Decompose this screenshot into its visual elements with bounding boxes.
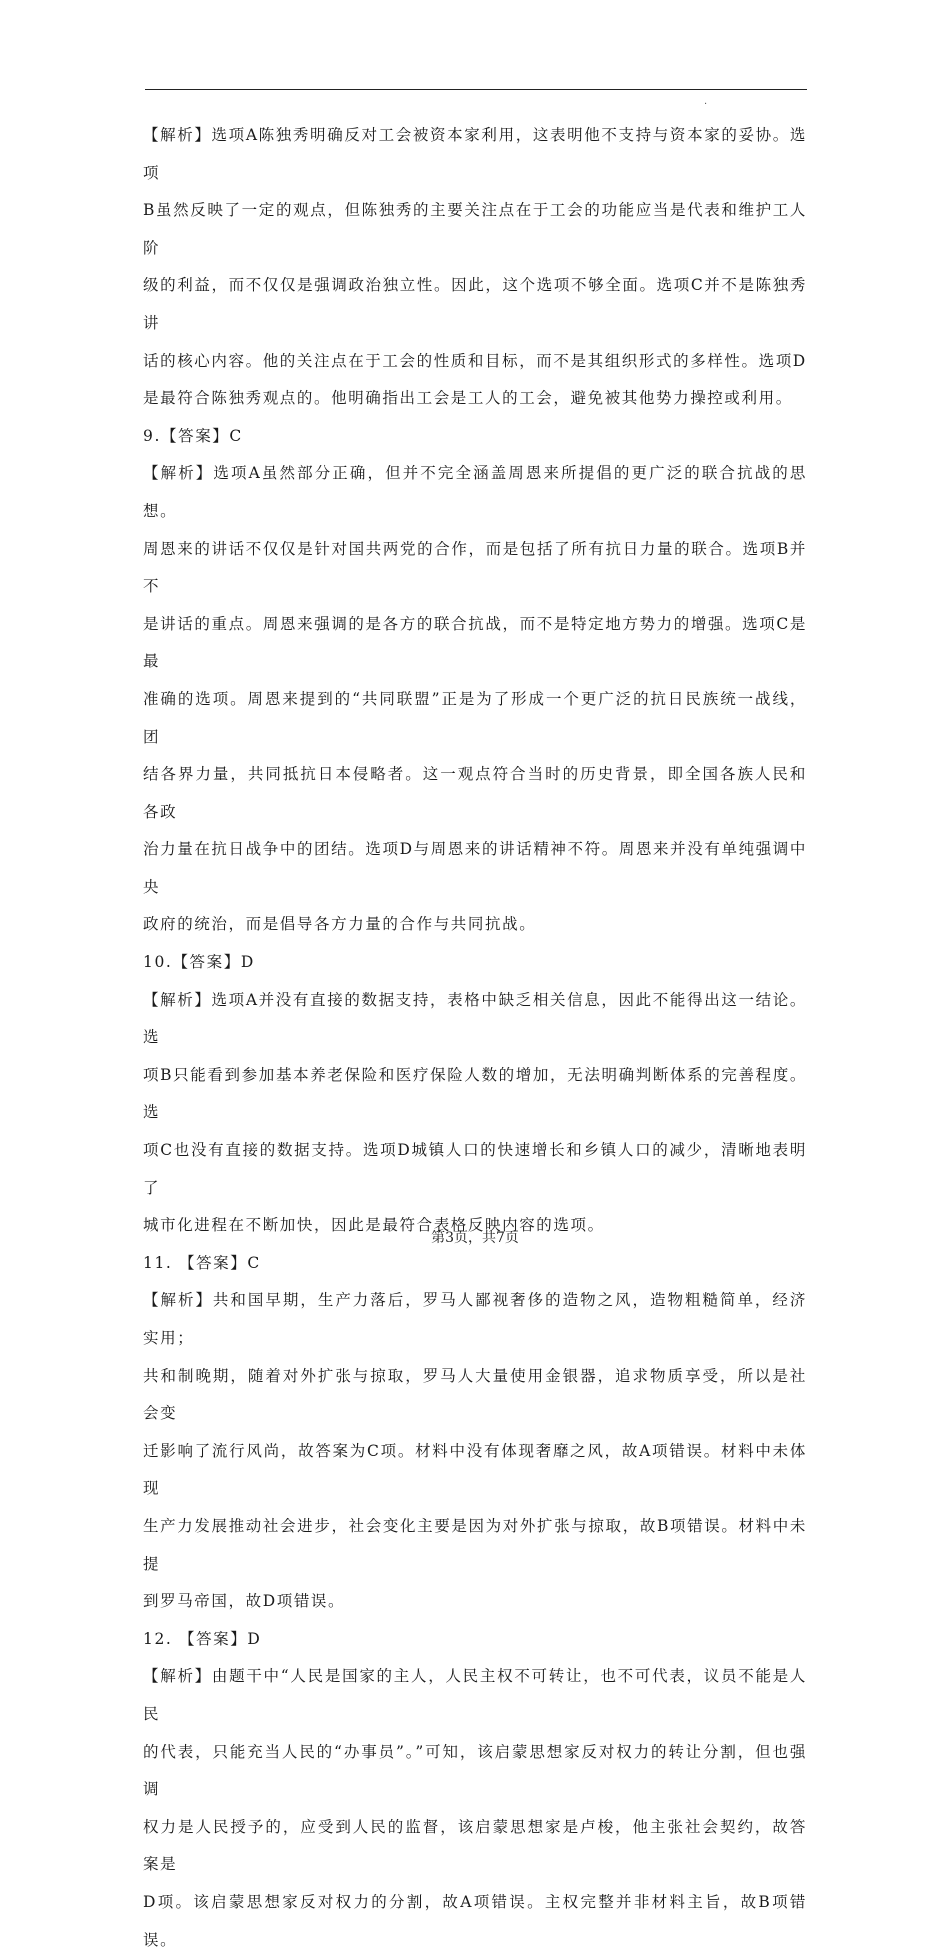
analysis-paragraph: 【解析】共和国早期，生产力落后，罗马人鄙视奢侈的造物之风，造物粗糙简单，经济实用； 共和制晚期，随着对外扩张与掠取，罗马人大量使用金银器，追求物质享受，所以是社会变 迁影响了流行风尚，故答案为C项。材料中没有体现奢靡之风，故A项错误。材料中未体现 生产力发展推动社会进步，社会变化主要是因为对外扩张与掠取，故B项错误。材料中未提 到罗马帝国，故D项错误。 — [143, 1291, 807, 1611]
page-number: 第3页，共7页 — [431, 1230, 519, 1246]
answer-line: 11. 【答案】C — [143, 1253, 261, 1272]
analysis-paragraph: 【解析】选项A陈独秀明确反对工会被资本家利用，这表明他不支持与资本家的妥协。选项 B虽然反映了一定的观点，但陈独秀的主要关注点在于工会的功能应当是代表和维护工人阶 级的利益，而不仅仅是强调政治独立性。因此，这个选项不够全面。选项C并不是陈独秀讲 话的核心内容。他的关注点在于工会的性质和目标，而不是其组织形式的多样性。选项D 是最符合陈独秀观点的。他明确指出工会是工人的工会，避免被其他势力操控或利用。 — [143, 126, 807, 408]
analysis-paragraph: 【解析】由题干中“人民是国家的主人，人民主权不可转让，也不可代表，议员不能是人民 的代表，只能充当人民的“办事员”。”可知，该启蒙思想家反对权力的转让分割，但也强调 权力是人民授予的，应受到人民的监督，该启蒙思想家是卢梭，他主张社会契约，故答案是 D项。该启蒙思想家反对权力的分割，故A项错误。主权完整并非材料主旨，故B项错误。 — [143, 1667, 807, 1949]
answer-line: 12. 【答案】D — [143, 1629, 262, 1648]
header-dot: . — [704, 96, 708, 107]
document-body — [143, 117, 807, 1959]
analysis-paragraph: 【解析】选项A并没有直接的数据支持，表格中缺乏相关信息，因此不能得出这一结论。选 项B只能看到参加基本养老保险和医疗保险人数的增加，无法明确判断体系的完善程度。选 项C也没有直接的数据支持。选项D城镇人口的快速增长和乡镇人口的减少，清晰地表明了 城市化进程在不断加快，因此是最符合表格反映内容的选项。 — [143, 990, 807, 1235]
answer-line: 9.【答案】C — [143, 426, 243, 445]
header-rule — [145, 89, 807, 90]
analysis-paragraph: 【解析】选项A虽然部分正确，但并不完全涵盖周恩来所提倡的更广泛的联合抗战的思想。 周恩来的讲话不仅仅是针对国共两党的合作，而是包括了所有抗日力量的联合。选项B并不 是讲话的重点。周恩来强调的是各方的联合抗战，而不是特定地方势力的增强。选项C是最 准确的选项。周恩来提到的“共同联盟”正是为了形成一个更广泛的抗日民族统一战线，团 结各界力量，共同抵抗日本侵略者。这一观点符合当时的历史背景，即全国各族人民和各政 治力量在抗日战争中的团结。选项D与周恩来的讲话精神不符。周恩来并没有单纯强调中央 政府的统治，而是倡导各方力量的合作与共同抗战。 — [143, 464, 807, 934]
answer-line: 10.【答案】D — [143, 953, 255, 972]
